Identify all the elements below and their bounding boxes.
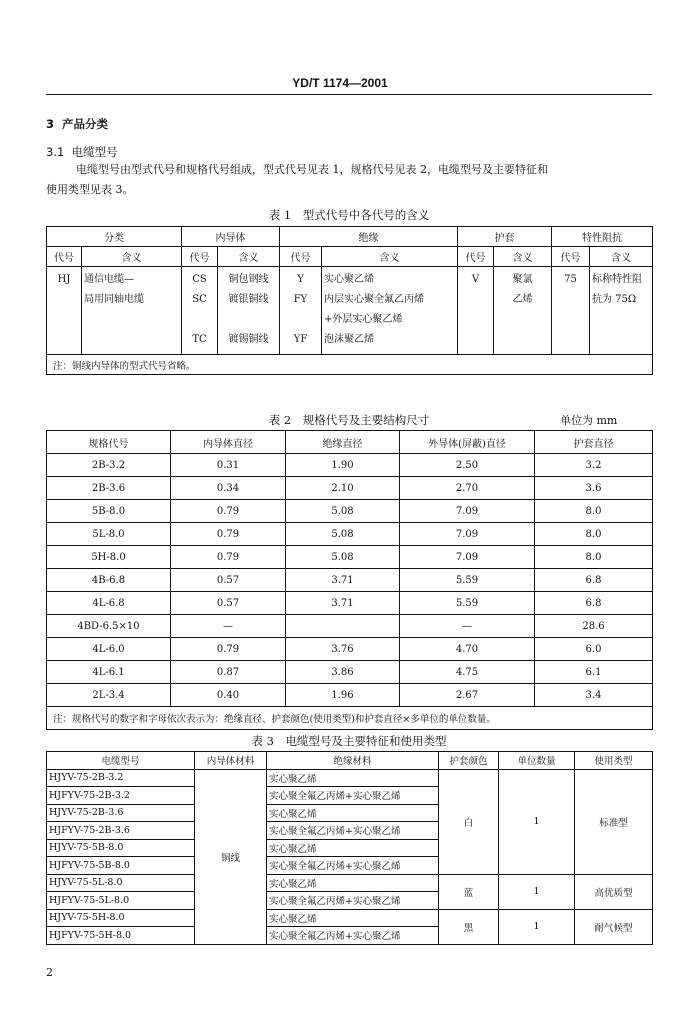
t2-cell: 8.0	[535, 546, 653, 569]
t2-cell: 1.90	[286, 454, 400, 477]
t1-group-impedance: 特性阻抗	[552, 227, 653, 247]
t2-header: 内导体直径	[171, 431, 286, 454]
t3-use-type: 耐气候型	[575, 909, 653, 944]
t2-cell: 4B-6.8	[47, 569, 171, 592]
t3-model: HJFYV-75-2B-3.6	[47, 822, 195, 840]
t2-cell: 6.8	[535, 592, 653, 615]
t1-class-code: HJ	[57, 274, 71, 285]
section-title: 产品分类	[62, 117, 109, 131]
t2-cell: 0.31	[171, 454, 286, 477]
t2-cell: 7.09	[400, 546, 535, 569]
t2-header: 规格代号	[47, 431, 171, 454]
t2-cell: 0.79	[171, 523, 286, 546]
t2-cell: 5L-8.0	[47, 523, 171, 546]
t3-model: HJFYV-75-5H-8.0	[47, 927, 195, 945]
t1-impedance-meaning-line2: 抗为 75Ω	[592, 294, 637, 305]
t3-use-type: 高优质型	[575, 874, 653, 909]
table-row	[47, 592, 653, 615]
t1-sub-meaning: 含义	[494, 247, 552, 267]
t1-insulation-code: FY	[293, 294, 308, 305]
t1-conductor-meaning: 镀银铜线	[228, 294, 269, 305]
t2-cell	[286, 615, 400, 638]
subsection-number: 3.1	[46, 145, 65, 159]
t2-cell: 0.87	[171, 661, 286, 684]
t2-cell: 5.59	[400, 569, 535, 592]
table-row	[47, 454, 653, 477]
t1-sub-code: 代号	[47, 247, 82, 267]
t2-cell: 3.6	[535, 477, 653, 500]
t2-cell: 2.50	[400, 454, 535, 477]
table-row	[47, 500, 653, 523]
t2-cell: 2B-3.2	[47, 454, 171, 477]
paragraph-line-1: 电缆型号由型式代号和规格代号组成，型式代号见表 1，规格代号见表 2，电缆型号及主要特征和	[76, 163, 548, 176]
t1-sub-meaning: 含义	[590, 247, 653, 267]
t2-cell: 8.0	[535, 523, 653, 546]
t1-impedance-code: 75	[552, 267, 590, 355]
t1-insulation-code: YF	[293, 334, 308, 345]
t1-sub-code: 代号	[182, 247, 218, 267]
t1-jacket-meaning-line2: 乙烯	[512, 294, 533, 305]
t3-model: HJYV-75-5B-8.0	[47, 839, 195, 857]
t2-cell: 3.2	[535, 454, 653, 477]
t1-insulation-meaning: 实心聚乙烯	[324, 274, 374, 285]
t2-cell: 2L-3.4	[47, 684, 171, 707]
t1-insulation-meaning: 泡沫聚乙烯	[324, 334, 374, 345]
t1-conductor-code: TC	[192, 334, 207, 345]
t3-header: 内导体材料	[195, 752, 267, 770]
table1-caption: 表 1 型式代号中各代号的含义	[268, 208, 430, 222]
t2-cell: 3.71	[286, 592, 400, 615]
table-row	[47, 523, 653, 546]
header-rule	[46, 94, 652, 95]
t2-cell: 0.79	[171, 546, 286, 569]
t1-sub-meaning: 含义	[218, 247, 280, 267]
t2-cell: 4L-6.0	[47, 638, 171, 661]
table3	[46, 751, 653, 945]
t1-impedance-meaning-line1: 标称特性阻	[592, 274, 642, 285]
table-row	[47, 569, 653, 592]
t1-insulation-code: Y	[297, 274, 304, 285]
t2-cell: 28.6	[535, 615, 653, 638]
running-header: YD/T 1174—2001	[292, 76, 388, 90]
table-row	[47, 661, 653, 684]
t3-header: 电缆型号	[47, 752, 195, 770]
t1-conductor-meaning: 铜包钢线	[228, 274, 269, 285]
t2-cell: 5.08	[286, 523, 400, 546]
t2-cell: 4.70	[400, 638, 535, 661]
t2-cell: 5H-8.0	[47, 546, 171, 569]
t3-use-type: 标准型	[575, 769, 653, 874]
table-row	[47, 638, 653, 661]
t1-insulation-meaning: 内层实心聚全氟乙丙烯	[324, 294, 424, 305]
t2-cell: 3.4	[535, 684, 653, 707]
subsection-heading	[46, 144, 118, 160]
t3-header: 护套颜色	[439, 752, 499, 770]
t2-cell: 5.08	[286, 500, 400, 523]
t2-cell: 4L-6.1	[47, 661, 171, 684]
t3-model: HJFYV-75-5B-8.0	[47, 857, 195, 875]
t3-unit-qty: 1	[499, 909, 575, 944]
section-number: 3	[46, 117, 55, 131]
t3-conductor-material: 铜线	[195, 769, 267, 944]
t1-group-jacket: 护套	[458, 227, 552, 247]
t2-cell: 5B-8.0	[47, 500, 171, 523]
t3-header: 使用类型	[575, 752, 653, 770]
t2-cell: 4.75	[400, 661, 535, 684]
t3-insulation: 实心聚乙烯	[267, 839, 439, 857]
t2-cell: 7.09	[400, 500, 535, 523]
table-row	[47, 477, 653, 500]
t2-cell: 2.67	[400, 684, 535, 707]
t1-class-meaning-line2: 局用同轴电缆	[84, 294, 144, 305]
t3-model: HJFYV-75-2B-3.2	[47, 787, 195, 805]
t2-cell: 0.79	[171, 638, 286, 661]
t2-cell: 0.40	[171, 684, 286, 707]
t1-class-meaning-line1: 通信电缆—	[84, 274, 134, 285]
table-row	[47, 615, 653, 638]
t3-insulation: 实心聚全氟乙丙烯+实心聚乙烯	[267, 927, 439, 945]
table3-caption: 表 3 电缆型号及主要特征和使用类型	[251, 734, 447, 748]
t3-header: 绝缘材料	[267, 752, 439, 770]
t1-insulation-meanings	[322, 267, 458, 355]
t1-jacket-code: V	[458, 267, 494, 355]
t2-header: 绝缘直径	[286, 431, 400, 454]
t1-sub-code: 代号	[552, 247, 590, 267]
table1	[46, 226, 653, 375]
t3-unit-qty: 1	[499, 769, 575, 874]
t1-class-meaning	[82, 267, 182, 355]
t1-conductor-meanings	[218, 267, 280, 355]
t3-jacket-color: 蓝	[439, 874, 499, 909]
t2-note: 注：规格代号的数字和字母依次表示为：绝缘直径、护套颜色(使用类型)和护套直径×多单位的单位数量。	[47, 707, 653, 730]
t1-jacket-meaning-line1: 聚氯	[512, 274, 533, 285]
subsection-title: 电缆型号	[71, 145, 118, 159]
t2-cell: 1.96	[286, 684, 400, 707]
t3-jacket-color: 白	[439, 769, 499, 874]
t2-cell: 2B-3.6	[47, 477, 171, 500]
t1-group-class: 分类	[47, 227, 182, 247]
t1-insulation-codes	[280, 267, 322, 355]
t2-header: 护套直径	[535, 431, 653, 454]
table2-unit: 单位为 mm	[560, 414, 618, 427]
t1-sub-meaning: 含义	[82, 247, 182, 267]
t3-model: HJYV-75-5L-8.0	[47, 874, 195, 892]
t3-insulation: 实心聚全氟乙丙烯+实心聚乙烯	[267, 822, 439, 840]
t1-impedance-meaning	[590, 267, 653, 355]
t3-insulation: 实心聚乙烯	[267, 804, 439, 822]
t1-note: 注：铜线内导体的型式代号省略。	[47, 355, 653, 375]
t1-conductor-codes	[182, 267, 218, 355]
t2-cell: 0.57	[171, 569, 286, 592]
t2-cell: 7.09	[400, 523, 535, 546]
t2-cell: 5.59	[400, 592, 535, 615]
t2-cell: 0.79	[171, 500, 286, 523]
t1-conductor-code: CS	[192, 274, 207, 285]
t2-cell: 8.0	[535, 500, 653, 523]
t1-sub-code: 代号	[458, 247, 494, 267]
t3-model: HJFYV-75-5L-8.0	[47, 892, 195, 910]
t3-jacket-color: 黑	[439, 909, 499, 944]
t2-cell: 6.1	[535, 661, 653, 684]
t2-cell: 2.70	[400, 477, 535, 500]
t2-cell: —	[400, 615, 535, 638]
t3-insulation: 实心聚乙烯	[267, 874, 439, 892]
t1-group-insulation: 绝缘	[280, 227, 458, 247]
t3-insulation: 实心聚乙烯	[267, 909, 439, 927]
t2-cell: —	[171, 615, 286, 638]
t3-model: HJYV-75-2B-3.6	[47, 804, 195, 822]
section-heading	[46, 116, 108, 132]
table-row	[47, 684, 653, 707]
t2-cell: 4BD-6.5×10	[47, 615, 171, 638]
table-row	[47, 546, 653, 569]
t3-insulation: 实心聚全氟乙丙烯+实心聚乙烯	[267, 787, 439, 805]
table2-caption: 表 2 规格代号及主要结构尺寸	[268, 413, 430, 427]
t2-header: 外导体(屏蔽)直径	[400, 431, 535, 454]
table2	[46, 430, 653, 730]
t2-cell: 3.76	[286, 638, 400, 661]
t1-sub-meaning: 含义	[322, 247, 458, 267]
t2-cell: 0.57	[171, 592, 286, 615]
t1-sub-code: 代号	[280, 247, 322, 267]
t2-cell: 4L-6.8	[47, 592, 171, 615]
t3-unit-qty: 1	[499, 874, 575, 909]
t3-insulation: 实心聚全氟乙丙烯+实心聚乙烯	[267, 892, 439, 910]
t2-cell: 3.71	[286, 569, 400, 592]
t1-jacket-meaning	[494, 267, 552, 355]
t2-cell: 6.0	[535, 638, 653, 661]
page-number: 2	[46, 966, 53, 979]
t1-insulation-meaning: +外层实心聚乙烯	[324, 314, 403, 325]
t3-header: 单位数量	[499, 752, 575, 770]
t3-insulation: 实心聚全氟乙丙烯+实心聚乙烯	[267, 857, 439, 875]
t1-group-conductor: 内导体	[182, 227, 280, 247]
intro-paragraph	[76, 160, 652, 180]
t3-insulation: 实心聚乙烯	[267, 769, 439, 787]
t2-cell: 3.86	[286, 661, 400, 684]
t1-conductor-code: SC	[192, 294, 207, 305]
t3-model: HJYV-75-5H-8.0	[47, 909, 195, 927]
t3-model: HJYV-75-2B-3.2	[47, 769, 195, 787]
t2-cell: 5.08	[286, 546, 400, 569]
t2-cell: 6.8	[535, 569, 653, 592]
paragraph-line-2: 使用类型见表 3。	[46, 183, 134, 196]
t2-cell: 2.10	[286, 477, 400, 500]
t1-conductor-meaning: 镀锡铜线	[228, 334, 269, 345]
t2-cell: 0.34	[171, 477, 286, 500]
